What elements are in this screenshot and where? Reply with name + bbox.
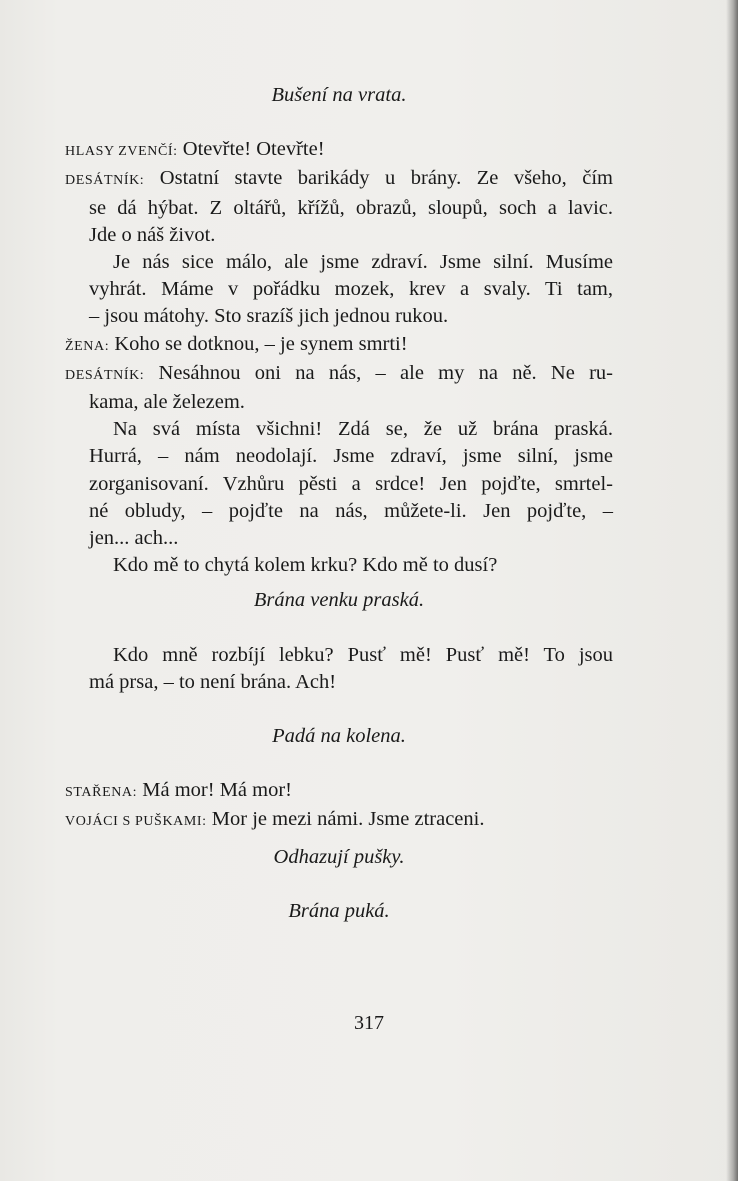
speaker-name: VOJÁCI S PUŠKAMI: (65, 814, 207, 830)
speech-line: zorganisovaní. Vzhůru pěsti a srdce! Jen pojďte, smrtel- (89, 472, 613, 495)
speech-line: Na svá místa všichni! Zdá se, že už brána praská. (113, 418, 613, 441)
stage-direction: Brána venku praská. (253, 589, 425, 612)
stage-direction: Bušení na vrata. (271, 84, 407, 106)
speech-line: vyhrát. Máme v pořádku mozek, krev a svaly. Ti tam, (89, 278, 613, 301)
speech-line (65, 806, 613, 835)
page-edge-shadow (726, 0, 738, 1181)
speech-line: se dá hýbat. Z oltářů, křížů, obrazů, sloupů, soch a lavic. (89, 196, 613, 219)
dialogue-text: Mor je mezi námi. Jsme ztraceni. (211, 808, 485, 831)
speech-line: Kdo mně rozbíjí lebku? Pusť mě! Pusť mě! To jsou (113, 643, 613, 666)
speech-line (65, 165, 613, 194)
page-number: 317 (354, 1012, 384, 1034)
speech-line (65, 777, 613, 806)
dialogue-text: Ostatní stavte barikády u brány. Ze všeho, čím (159, 167, 614, 190)
stage-direction: Brána puká. (288, 899, 390, 922)
speech-line: Kdo mě to chytá kolem krku? Kdo mě to dusí? (113, 554, 498, 577)
page-text (65, 82, 613, 925)
speech-line: né obludy, – pojďte na nás, můžete-li. Jen pojďte, – (89, 499, 613, 522)
stage-direction: Odhazují pušky. (273, 845, 405, 868)
speech-line: jen... ach... (89, 527, 179, 550)
speech-line: kama, ale železem. (89, 391, 245, 414)
dialogue-text: Má mor! Má mor! (142, 779, 292, 802)
speech-line: má prsa, – to není brána. Ach! (89, 670, 337, 693)
speech-line: Hurrá, – nám neodolají. Jsme zdraví, jsme silní, jsme (89, 445, 613, 468)
speaker-name: HLASY ZVENČÍ: (65, 144, 178, 160)
speaker-name: STAŘENA: (65, 785, 138, 801)
speaker-name: ŽENA: (65, 338, 110, 354)
dialogue-text: Koho se dotknou, – je synem smrti! (114, 332, 408, 355)
speaker-name: DESÁTNÍK: (65, 367, 145, 383)
speech-line (65, 360, 613, 389)
dialogue-text: Nesáhnou oni na nás, – ale my na ně. Ne ru- (158, 361, 613, 384)
dialogue-text: Otevřte! Otevřte! (182, 138, 325, 161)
speaker-name: DESÁTNÍK: (65, 173, 145, 189)
stage-direction: Padá na kolena. (272, 725, 406, 748)
speech-line (65, 331, 613, 360)
speech-line: Jde o náš život. (89, 223, 216, 246)
speech-line (65, 136, 613, 165)
speech-line: – jsou mátohy. Sto srazíš jich jednou rukou. (89, 305, 449, 328)
speech-line: Je nás sice málo, ale jsme zdraví. Jsme silní. Musíme (113, 251, 613, 274)
